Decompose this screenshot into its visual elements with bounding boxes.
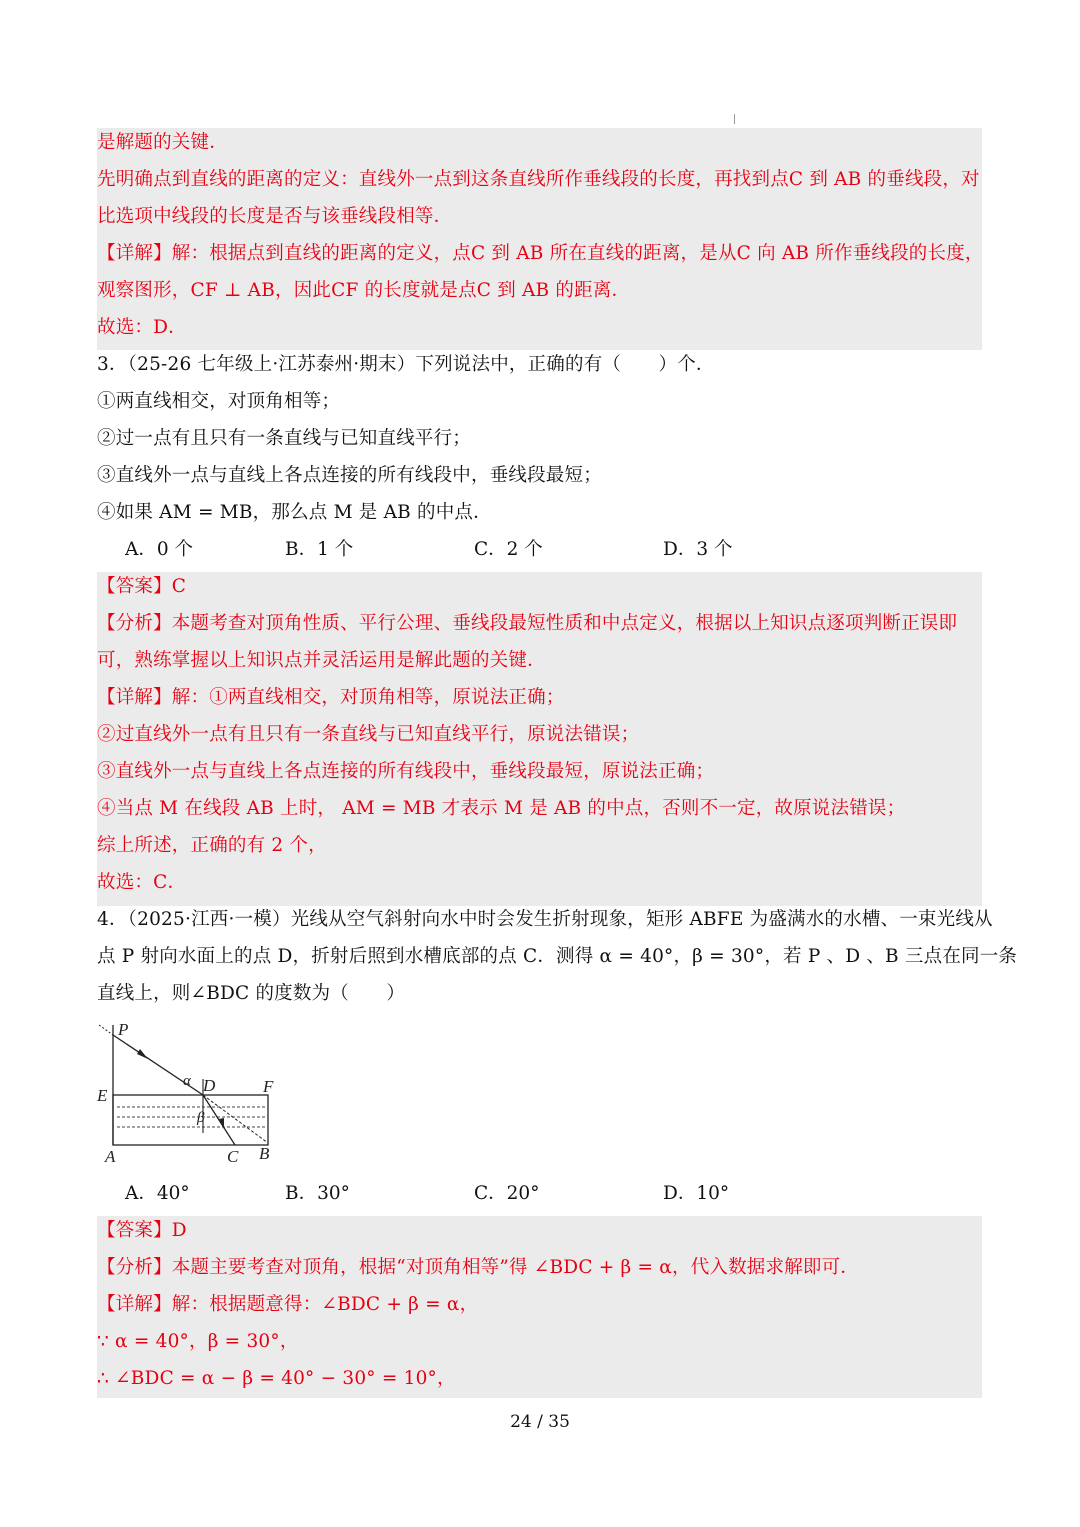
q4-option-d: D．10° [663, 1183, 730, 1204]
label-p: P [118, 1020, 129, 1039]
q4-stem: 直线上，则∠BDC 的度数为（ ） [97, 983, 406, 1004]
q2-detail-line: 观察图形，CF ⊥ AB，因此CF 的长度就是点C 到 AB 的距离． [97, 280, 631, 301]
q4-option-b: B．30° [285, 1183, 350, 1204]
label-alpha: α [183, 1073, 191, 1089]
q3-detail: ④当点 M 在线段 AB 上时， AM = MB 才表示 M 是 AB 的中点，否则不一定，故原说法错误； [97, 798, 906, 819]
q3-detail: ③直线外一点与直线上各点连接的所有线段中，垂线段最短，原说法正确； [97, 761, 715, 782]
q3-options [125, 531, 825, 568]
q4-answer: 【答案】D [97, 1220, 187, 1241]
q4-detail: 【详解】解：根据题意得：∠BDC + β = α， [97, 1294, 479, 1315]
q3-option-c: C．2 个 [474, 539, 543, 560]
q3-statement: ④如果 AM = MB，那么点 M 是 AB 的中点． [97, 502, 492, 523]
q3-stem: 3．（25-26 七年级上·江苏泰州·期末）下列说法中，正确的有（ ）个． [97, 354, 715, 375]
label-b: B [259, 1144, 270, 1163]
q3-statement: ①两直线相交，对顶角相等； [97, 391, 341, 412]
refracted-ray [203, 1095, 235, 1145]
q2-solution-line: 先明确点到直线的距离的定义：直线外一点到这条直线所作垂线段的长度，再找到点C 到 AB 的垂线段，对 [97, 169, 980, 190]
q4-detail: ∴ ∠BDC = α − β = 40° − 30° = 10°， [97, 1368, 456, 1389]
label-beta: β [197, 1110, 205, 1126]
page-number: 24 / 35 [510, 1412, 570, 1432]
q4-option-c: C．20° [474, 1183, 540, 1204]
q4-detail: ∵ α = 40°，β = 30°， [97, 1331, 299, 1352]
q3-statement: ②过一点有且只有一条直线与已知直线平行； [97, 428, 472, 449]
q3-statement: ③直线外一点与直线上各点连接的所有线段中，垂线段最短； [97, 465, 602, 486]
q4-stem: 4．（2025·江西·一模）光线从空气斜射向水中时会发生折射现象，矩形 ABFE 为盛满水的水槽、一束光线从 [97, 909, 993, 930]
label-c: C [227, 1147, 239, 1166]
header-mark [734, 114, 735, 124]
q3-answer: 【答案】C [97, 576, 187, 597]
label-f: F [263, 1077, 274, 1096]
ray-arrow [137, 1049, 148, 1059]
q2-solution-line: 是解题的关键． [97, 132, 228, 153]
q2-choice-line: 故选：D． [97, 317, 187, 338]
q3-option-b: B．1 个 [285, 539, 354, 560]
water-tank [113, 1095, 268, 1145]
q4-option-a: A．40° [125, 1183, 190, 1204]
label-e: E [97, 1086, 108, 1105]
dashed-line-db [203, 1095, 268, 1143]
q3-option-a: A．0 个 [125, 539, 194, 560]
dashed-ray [99, 1025, 113, 1035]
q4-analysis: 【分析】本题主要考查对顶角，根据“对顶角相等”得 ∠BDC + β = α，代入数据求解即可． [97, 1257, 859, 1278]
q3-analysis: 可，熟练掌握以上知识点并灵活运用是解此题的关键． [97, 650, 546, 671]
label-a: A [105, 1147, 116, 1166]
label-d: D [203, 1076, 216, 1095]
q4-stem: 点 P 射向水面上的点 D，折射后照到水槽底部的点 C．测得 α = 40°，β = 30°，若 P 、D 、B 三点在同一条 [97, 946, 1018, 967]
q2-detail-line: 【详解】解：根据点到直线的距离的定义，点C 到 AB 所在直线的距离，是从C 向 AB 所作垂线段的长度， [97, 243, 984, 264]
q3-choice: 故选：C． [97, 872, 187, 893]
q2-solution-line: 比选项中线段的长度是否与该垂线段相等． [97, 206, 453, 227]
q3-summary: 综上所述，正确的有 2 个， [97, 835, 327, 856]
q3-option-d: D．3 个 [663, 539, 733, 560]
q3-detail: ②过直线外一点有且只有一条直线与已知直线平行，原说法错误； [97, 724, 640, 745]
q3-analysis: 【分析】本题考查对顶角性质、平行公理、垂线段最短性质和中点定义，根据以上知识点逐项判断正误即 [97, 613, 958, 634]
q3-detail: 【详解】解：①两直线相交，对顶角相等，原说法正确； [97, 687, 565, 708]
refraction-figure [93, 1015, 293, 1170]
q4-options [125, 1175, 825, 1212]
